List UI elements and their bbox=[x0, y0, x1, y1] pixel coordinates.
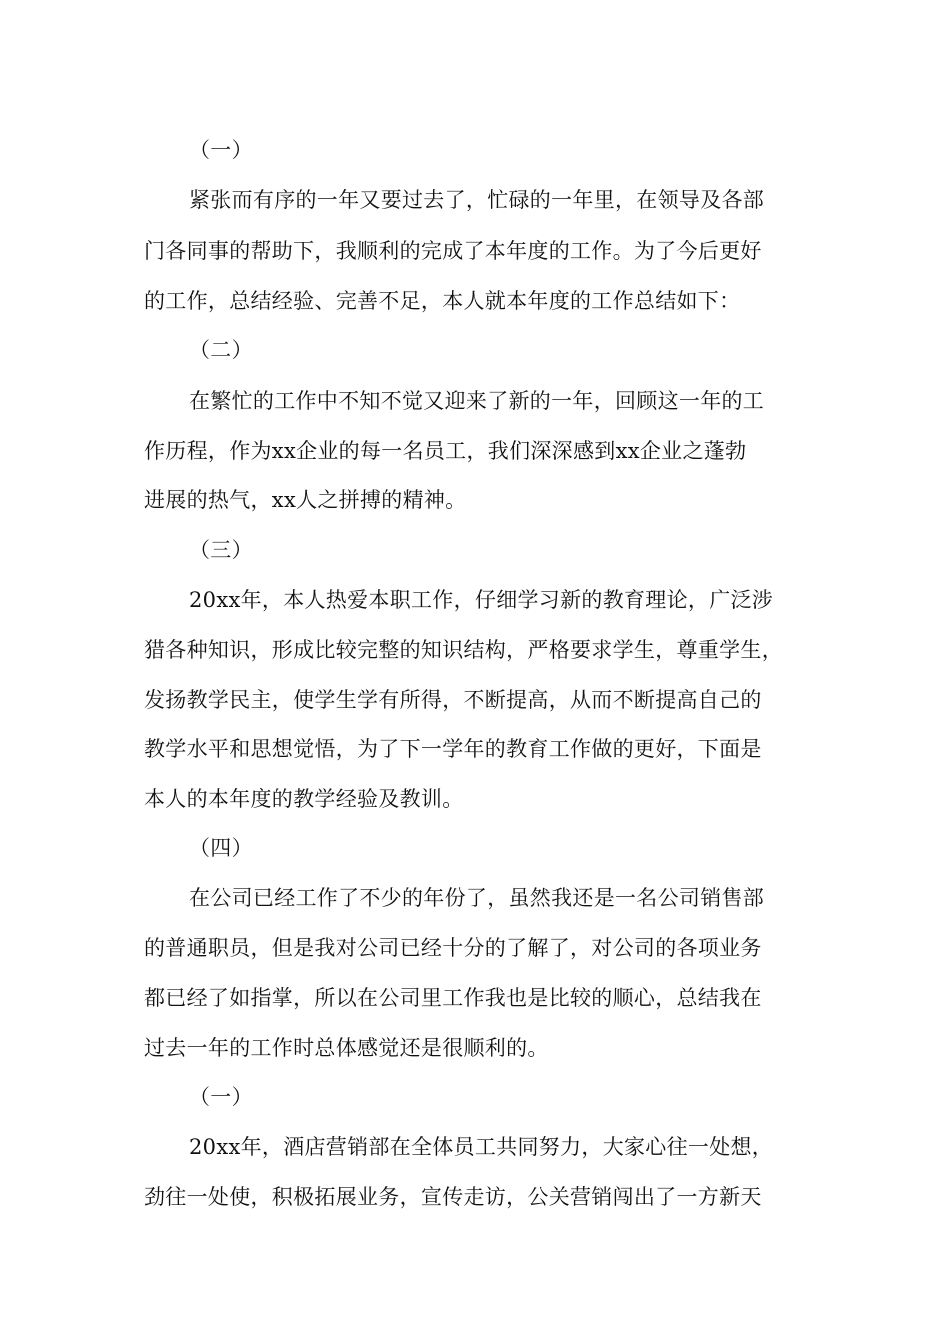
paragraph-line: 在公司已经工作了不少的年份了，虽然我还是一名公司销售部 bbox=[189, 886, 765, 910]
paragraph-line: 教学水平和思想觉悟，为了下一学年的教育工作做的更好，下面是 bbox=[144, 737, 762, 761]
paragraph-line: 门各同事的帮助下，我顺利的完成了本年度的工作。为了今后更好 bbox=[144, 239, 762, 263]
paragraph-line: 猎各种知识，形成比较完整的知识结构，严格要求学生，尊重学生， bbox=[144, 638, 783, 662]
section-heading: （四） bbox=[189, 836, 253, 860]
paragraph-line: 都已经了如指掌，所以在公司里工作我也是比较的顺心，总结我在 bbox=[144, 986, 762, 1010]
paragraph-line: 的普通职员，但是我对公司已经十分的了解了，对公司的各项业务 bbox=[144, 936, 762, 960]
section-heading: （一） bbox=[189, 1085, 253, 1109]
paragraph-line: 紧张而有序的一年又要过去了，忙碌的一年里，在领导及各部 bbox=[189, 188, 765, 212]
paragraph-line: 本人的本年度的教学经验及教训。 bbox=[144, 787, 464, 811]
paragraph-line: 发扬教学民主，使学生学有所得，不断提高，从而不断提高自己的 bbox=[144, 688, 762, 712]
section-heading: （一） bbox=[189, 138, 253, 162]
paragraph-line: 过去一年的工作时总体感觉还是很顺利的。 bbox=[144, 1036, 549, 1060]
paragraph-line: 作历程，作为xx企业的每一名员工，我们深深感到xx企业之蓬勃 bbox=[144, 439, 747, 463]
paragraph-line: 的工作，总结经验、完善不足，本人就本年度的工作总结如下： bbox=[144, 289, 741, 313]
paragraph-line: 劲往一处使，积极拓展业务，宣传走访，公关营销闯出了一方新天 bbox=[144, 1185, 762, 1209]
paragraph-line: 20xx年，酒店营销部在全体员工共同努力，大家心往一处想， bbox=[189, 1135, 774, 1159]
section-heading: （二） bbox=[189, 338, 253, 362]
paragraph-line: 在繁忙的工作中不知不觉又迎来了新的一年，回顾这一年的工 bbox=[189, 389, 765, 413]
paragraph-line: 进展的热气，xx人之拼搏的精神。 bbox=[144, 488, 467, 512]
paragraph-line: 20xx年，本人热爱本职工作，仔细学习新的教育理论，广泛涉 bbox=[189, 588, 774, 612]
section-heading: （三） bbox=[189, 538, 253, 562]
